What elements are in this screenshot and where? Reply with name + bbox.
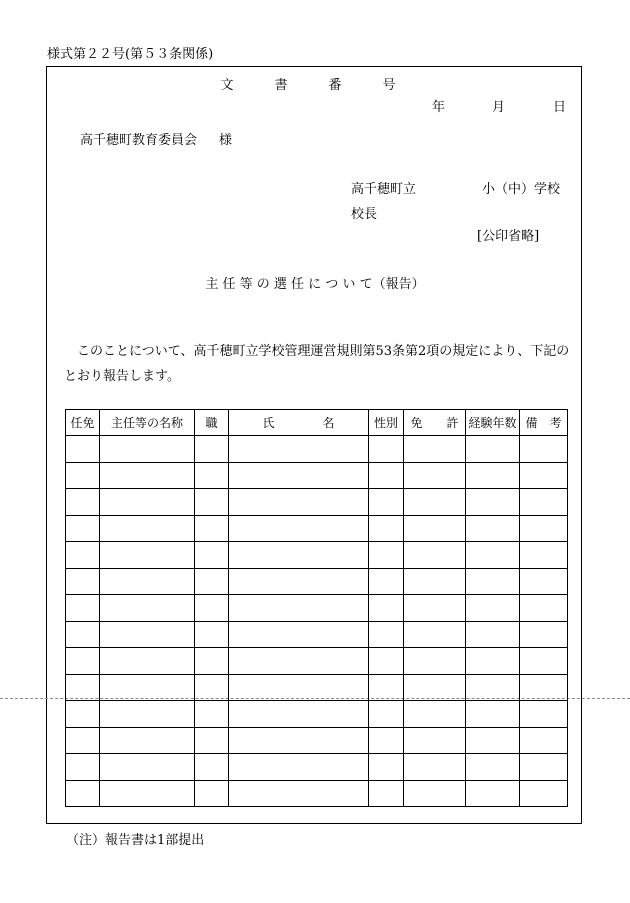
table-cell[interactable]	[369, 727, 404, 754]
table-cell[interactable]	[66, 595, 100, 622]
table-cell[interactable]	[404, 780, 466, 807]
table-cell[interactable]	[466, 462, 520, 489]
table-cell[interactable]	[195, 648, 229, 675]
table-cell[interactable]	[195, 780, 229, 807]
table-cell[interactable]	[229, 780, 369, 807]
table-cell[interactable]	[466, 436, 520, 463]
table-cell[interactable]	[66, 754, 100, 781]
table-cell[interactable]	[466, 648, 520, 675]
table-cell[interactable]	[466, 621, 520, 648]
sender-town: 高千穂町立	[351, 182, 417, 197]
table-row	[66, 595, 568, 622]
date-year: 年	[432, 100, 446, 115]
table-row	[66, 780, 568, 807]
table-cell[interactable]	[229, 701, 369, 728]
table-cell[interactable]	[404, 621, 466, 648]
table-cell[interactable]	[100, 595, 195, 622]
table-cell[interactable]	[100, 754, 195, 781]
table-cell[interactable]	[100, 489, 195, 516]
table-cell[interactable]	[100, 462, 195, 489]
col-header: 任免	[66, 410, 100, 436]
table-cell[interactable]	[520, 542, 568, 569]
table-cell[interactable]	[66, 621, 100, 648]
table-cell[interactable]	[369, 542, 404, 569]
table-row	[66, 701, 568, 728]
table-row	[66, 648, 568, 675]
table-cell[interactable]	[195, 621, 229, 648]
table-row	[66, 462, 568, 489]
table-cell[interactable]	[66, 648, 100, 675]
table-cell[interactable]	[229, 674, 369, 701]
table-row	[66, 542, 568, 569]
table-cell[interactable]	[66, 462, 100, 489]
table-cell[interactable]	[466, 595, 520, 622]
table-cell[interactable]	[229, 727, 369, 754]
table-cell[interactable]	[520, 701, 568, 728]
table-cell[interactable]	[369, 436, 404, 463]
table-cell[interactable]	[195, 727, 229, 754]
document-title: 主 任 等 の 選 任 に つ い て（報告）	[205, 277, 425, 292]
table-cell[interactable]	[369, 595, 404, 622]
table-cell[interactable]	[195, 462, 229, 489]
table-cell[interactable]	[466, 489, 520, 516]
table-cell[interactable]	[195, 542, 229, 569]
table-row	[66, 436, 568, 463]
table-row	[66, 621, 568, 648]
table-cell[interactable]	[229, 621, 369, 648]
table-cell[interactable]	[100, 542, 195, 569]
footnote: （注）報告書は1部提出	[66, 833, 205, 848]
col-header: 経験年数	[466, 410, 520, 436]
table-body	[66, 436, 568, 807]
table-cell[interactable]	[404, 568, 466, 595]
table-cell[interactable]	[66, 489, 100, 516]
sender-school-type: 小（中）学校	[482, 182, 561, 197]
table-cell[interactable]	[404, 462, 466, 489]
table-cell[interactable]	[66, 674, 100, 701]
table-cell[interactable]	[404, 489, 466, 516]
table-cell[interactable]	[520, 462, 568, 489]
table-cell[interactable]	[100, 727, 195, 754]
table-cell[interactable]	[520, 436, 568, 463]
col-header: 主任等の名称	[100, 410, 195, 436]
col-header: 備 考	[520, 410, 568, 436]
table-cell[interactable]	[404, 674, 466, 701]
table-cell[interactable]	[229, 515, 369, 542]
table-cell[interactable]	[369, 621, 404, 648]
table-cell[interactable]	[404, 754, 466, 781]
table-cell[interactable]	[195, 568, 229, 595]
table-cell[interactable]	[520, 621, 568, 648]
table-cell[interactable]	[100, 701, 195, 728]
col-header: 性別	[369, 410, 404, 436]
table-cell[interactable]	[466, 674, 520, 701]
table-cell[interactable]	[369, 648, 404, 675]
addressee	[80, 134, 232, 147]
table-cell[interactable]	[100, 674, 195, 701]
table-cell[interactable]	[369, 489, 404, 516]
table-cell[interactable]	[229, 462, 369, 489]
table-cell[interactable]	[229, 754, 369, 781]
table-cell[interactable]	[195, 515, 229, 542]
table-row	[66, 674, 568, 701]
table-cell[interactable]	[369, 674, 404, 701]
seal-omitted-note: [公印省略]	[477, 229, 540, 244]
table-cell[interactable]	[466, 754, 520, 781]
table-cell[interactable]	[520, 780, 568, 807]
table-cell[interactable]	[404, 542, 466, 569]
table-cell[interactable]	[195, 489, 229, 516]
table-cell[interactable]	[229, 648, 369, 675]
table-cell[interactable]	[466, 701, 520, 728]
date-day: 日	[553, 100, 567, 115]
table-cell[interactable]	[100, 515, 195, 542]
table-row	[66, 489, 568, 516]
table-cell[interactable]	[195, 754, 229, 781]
table-cell[interactable]	[66, 727, 100, 754]
table-cell[interactable]	[404, 727, 466, 754]
body-text: このことについて、高千穂町立学校管理運営規則第53条第2項の規定により、下記のとおり報告します。	[64, 344, 570, 384]
table-cell[interactable]	[369, 780, 404, 807]
table-cell[interactable]	[195, 595, 229, 622]
table-cell[interactable]	[100, 780, 195, 807]
table-cell[interactable]	[466, 568, 520, 595]
col-header: 氏 名	[229, 410, 369, 436]
table-cell[interactable]	[520, 727, 568, 754]
table-cell[interactable]	[369, 568, 404, 595]
table-cell[interactable]	[520, 648, 568, 675]
table-cell[interactable]	[100, 621, 195, 648]
table-cell[interactable]	[466, 727, 520, 754]
table-cell[interactable]	[404, 595, 466, 622]
col-header: 免 許	[404, 410, 466, 436]
table-cell[interactable]	[369, 754, 404, 781]
table-cell[interactable]	[66, 701, 100, 728]
report-table	[65, 409, 568, 807]
date-month: 月	[492, 100, 506, 115]
table-cell[interactable]	[229, 595, 369, 622]
table-cell[interactable]	[195, 436, 229, 463]
col-header: 職	[195, 410, 229, 436]
table-cell[interactable]	[66, 780, 100, 807]
table-cell[interactable]	[100, 568, 195, 595]
table-row	[66, 515, 568, 542]
table-cell[interactable]	[195, 674, 229, 701]
table-cell[interactable]	[520, 595, 568, 622]
table-cell[interactable]	[404, 701, 466, 728]
form-number-label: 様式第２２号(第５３条関係)	[47, 47, 214, 62]
table-header-row	[66, 410, 568, 436]
table-cell[interactable]	[66, 568, 100, 595]
addressee-name: 高千穂町教育委員会	[80, 133, 198, 148]
sender-title: 校長	[351, 207, 378, 222]
table-cell[interactable]	[520, 674, 568, 701]
document-number-label: 文 書 番 号	[220, 78, 410, 93]
table-row	[66, 568, 568, 595]
table-cell[interactable]	[404, 515, 466, 542]
table-cell[interactable]	[404, 648, 466, 675]
table-cell[interactable]	[404, 436, 466, 463]
table-cell[interactable]	[195, 701, 229, 728]
table-cell[interactable]	[520, 754, 568, 781]
table-cell[interactable]	[369, 462, 404, 489]
table-row	[66, 754, 568, 781]
table-cell[interactable]	[229, 568, 369, 595]
table-cell[interactable]	[466, 515, 520, 542]
table-cell[interactable]	[66, 542, 100, 569]
table-cell[interactable]	[229, 542, 369, 569]
table-cell[interactable]	[100, 436, 195, 463]
table-cell[interactable]	[520, 568, 568, 595]
table-cell[interactable]	[229, 489, 369, 516]
table-cell[interactable]	[369, 701, 404, 728]
table-row	[66, 727, 568, 754]
table-cell[interactable]	[66, 436, 100, 463]
table-cell[interactable]	[466, 542, 520, 569]
table-cell[interactable]	[66, 515, 100, 542]
table-cell[interactable]	[466, 780, 520, 807]
table-cell[interactable]	[369, 515, 404, 542]
table-cell[interactable]	[520, 489, 568, 516]
addressee-honorific: 様	[219, 133, 233, 148]
table-cell[interactable]	[520, 515, 568, 542]
table-cell[interactable]	[229, 436, 369, 463]
table-cell[interactable]	[100, 648, 195, 675]
